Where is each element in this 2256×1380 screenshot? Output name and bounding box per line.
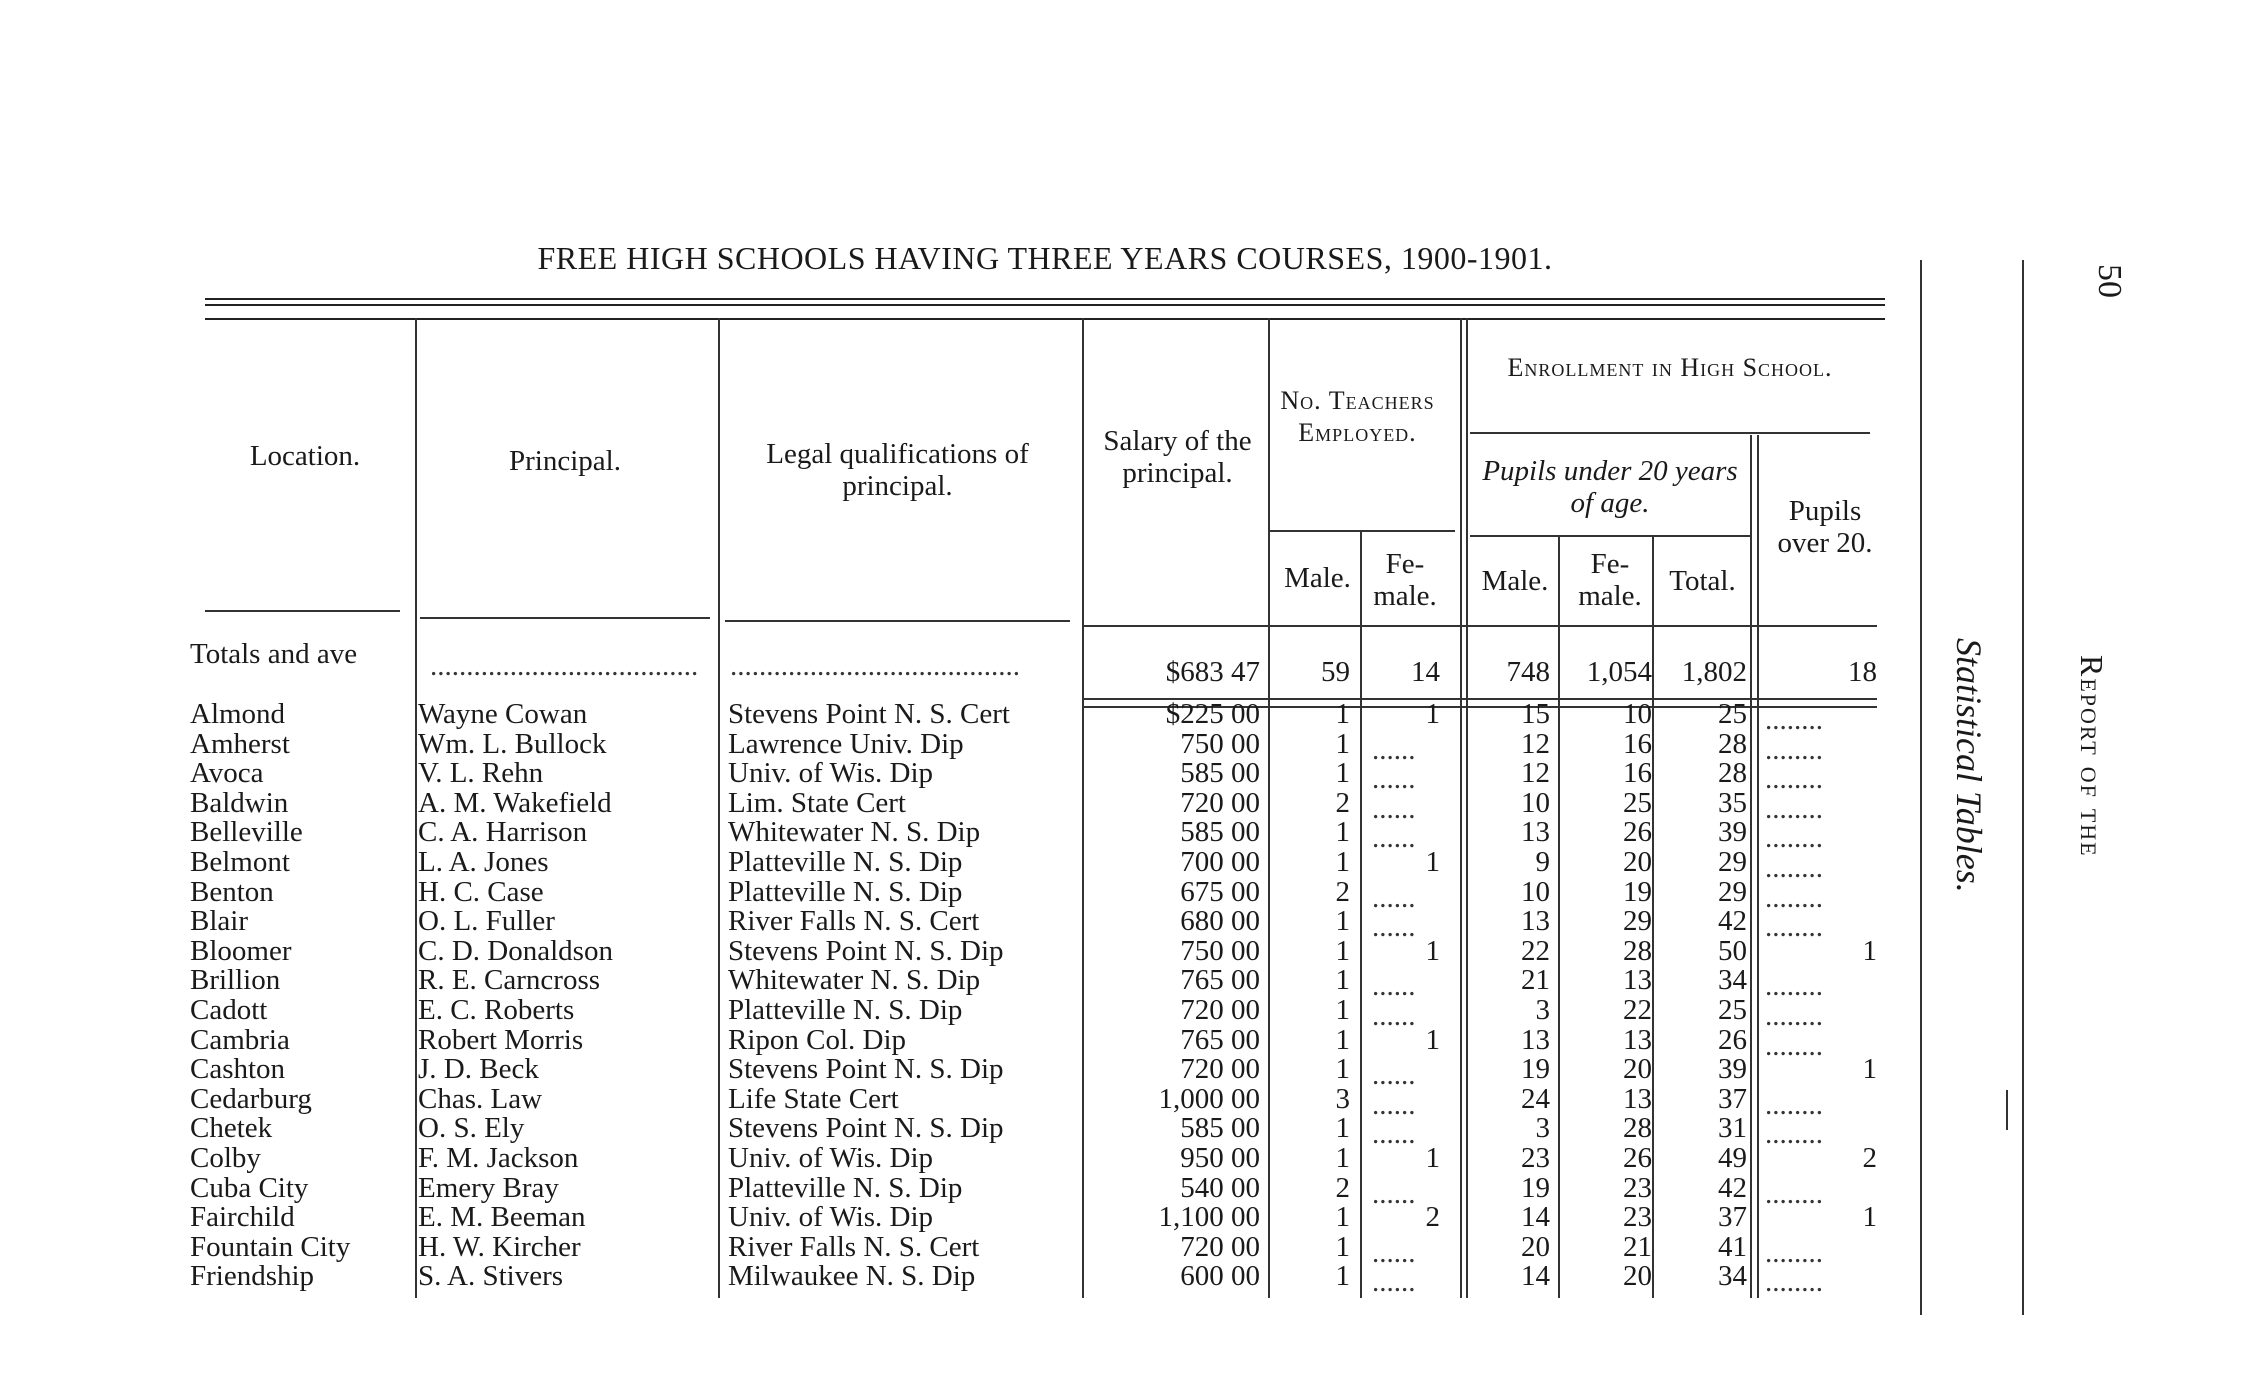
row-teachers-female: 1	[1425, 848, 1440, 877]
row-enroll-female: 13	[1623, 1084, 1652, 1114]
table-row	[0, 1173, 1900, 1209]
row-over20: 1	[1862, 1055, 1877, 1085]
leader-dots: ......	[1372, 972, 1416, 1002]
row-principal: E. C. Roberts	[418, 996, 575, 1025]
row-qualification: Lim. State Cert	[728, 788, 906, 818]
row-teachers-male: 1	[1335, 1055, 1350, 1085]
header-rule	[420, 617, 710, 619]
table-row	[0, 729, 1900, 765]
row-qualification: Stevens Point N. S. Cert	[728, 700, 1010, 729]
row-location: Brillion	[190, 966, 281, 996]
leader-dots: ........	[1765, 765, 1823, 795]
row-principal: V. L. Rehn	[418, 759, 544, 789]
row-qualification: Univ. of Wis. Dip	[728, 1144, 934, 1173]
row-location: Cambria	[190, 1025, 290, 1055]
header-teachers-female: Fe-male.	[1373, 548, 1437, 612]
row-qualification: Univ. of Wis. Dip	[728, 1203, 934, 1233]
header-principal: Principal.	[509, 445, 621, 477]
row-salary: 585 00	[1180, 1114, 1260, 1144]
table-row	[0, 1203, 1900, 1233]
row-enroll-male: 22	[1521, 936, 1550, 966]
row-salary: 765 00	[1180, 1025, 1260, 1055]
row-enroll-total: 37	[1718, 1084, 1747, 1114]
row-qualification: Ripon Col. Dip	[728, 1025, 907, 1055]
leader-dots: ........	[1765, 1238, 1823, 1268]
row-location: Friendship	[190, 1262, 315, 1292]
row-enroll-total: 29	[1718, 848, 1747, 877]
row-enroll-female: 25	[1623, 788, 1652, 818]
row-principal: Wayne Cowan	[418, 700, 588, 729]
header-teachers-group: No. Teachers Employed.	[1280, 386, 1435, 447]
leader-dots: ......	[1372, 765, 1416, 795]
row-enroll-female: 26	[1623, 818, 1652, 848]
leader-dots: ........	[1765, 1268, 1823, 1298]
table-row	[0, 907, 1900, 943]
row-salary: 750 00	[1180, 729, 1260, 759]
table-row	[0, 937, 1900, 967]
totals-enroll-female: 1,054	[1586, 658, 1652, 687]
row-teachers-female: 1	[1425, 936, 1440, 966]
table-row	[0, 996, 1900, 1031]
row-enroll-total: 39	[1718, 1055, 1747, 1085]
leader-dots: ........	[1765, 972, 1823, 1002]
row-teachers-male: 1	[1335, 1025, 1350, 1055]
row-enroll-male: 10	[1521, 788, 1550, 818]
row-enroll-female: 13	[1623, 966, 1652, 996]
header-rule	[1470, 535, 1750, 537]
page-number: 50	[2091, 264, 2128, 298]
table-row	[0, 877, 1900, 913]
row-enroll-total: 37	[1718, 1203, 1747, 1233]
row-qualification: River Falls N. S. Cert	[728, 1232, 980, 1262]
row-enroll-total: 28	[1718, 729, 1747, 759]
row-enroll-female: 16	[1623, 729, 1652, 759]
row-teachers-male: 2	[1335, 1173, 1350, 1203]
row-principal: C. D. Donaldson	[418, 936, 613, 966]
header-enroll-female: Fe-male.	[1578, 548, 1642, 612]
top-rule	[205, 298, 1885, 300]
row-principal: O. S. Ely	[418, 1114, 525, 1144]
row-principal: Emery Bray	[418, 1173, 559, 1203]
row-qualification: Whitewater N. S. Dip	[728, 966, 981, 996]
row-location: Colby	[190, 1144, 261, 1173]
row-teachers-male: 1	[1335, 1262, 1350, 1292]
row-location: Belmont	[190, 848, 290, 877]
row-enroll-female: 21	[1623, 1232, 1652, 1262]
table-row	[0, 1144, 1900, 1174]
row-enroll-male: 19	[1521, 1055, 1550, 1085]
row-salary: 720 00	[1180, 1232, 1260, 1262]
row-principal: F. M. Jackson	[418, 1144, 579, 1173]
leader-dots: ........	[1765, 706, 1823, 735]
row-enroll-female: 20	[1623, 1262, 1652, 1292]
row-principal: Chas. Law	[418, 1084, 543, 1114]
table-row	[0, 848, 1900, 883]
header-teachers-male: Male.	[1284, 562, 1351, 594]
row-enroll-total: 35	[1718, 788, 1747, 818]
row-enroll-total: 25	[1718, 996, 1747, 1025]
row-salary: 600 00	[1180, 1262, 1260, 1292]
row-teachers-male: 1	[1335, 818, 1350, 848]
header-enroll-male: Male.	[1481, 565, 1549, 597]
row-salary: 540 00	[1180, 1173, 1260, 1203]
row-principal: Robert Morris	[418, 1025, 584, 1055]
totals-salary: $683 47	[1165, 658, 1260, 687]
leader-dots: ........	[1765, 1120, 1823, 1150]
table-row	[0, 966, 1900, 1002]
row-salary: 585 00	[1180, 818, 1260, 848]
row-principal: R. E. Carncross	[418, 966, 601, 996]
table-row	[0, 700, 1900, 735]
row-teachers-male: 2	[1335, 877, 1350, 907]
top-rule-2	[205, 304, 1885, 306]
row-location: Cedarburg	[190, 1084, 312, 1114]
row-teachers-male: 1	[1335, 996, 1350, 1025]
row-enroll-total: 39	[1718, 818, 1747, 848]
row-enroll-total: 28	[1718, 759, 1747, 789]
leader-dots: ......	[1372, 824, 1416, 854]
row-enroll-male: 13	[1521, 1025, 1550, 1055]
row-teachers-female: 1	[1425, 700, 1440, 729]
row-enroll-female: 13	[1623, 1025, 1652, 1055]
row-qualification: River Falls N. S. Cert	[728, 907, 980, 937]
row-enroll-total: 41	[1718, 1232, 1747, 1262]
row-location: Fairchild	[190, 1203, 295, 1233]
row-teachers-male: 1	[1335, 1232, 1350, 1262]
row-qualification: Lawrence Univ. Dip	[728, 729, 964, 759]
row-enroll-female: 26	[1623, 1144, 1652, 1173]
totals-enroll-total: 1,802	[1681, 658, 1747, 687]
header-rule	[205, 610, 400, 612]
row-qualification: Platteville N. S. Dip	[728, 1173, 963, 1203]
row-enroll-male: 12	[1521, 729, 1550, 759]
row-principal: A. M. Wakefield	[418, 788, 612, 818]
margin-mark	[2006, 1090, 2008, 1130]
totals-teachers-female: 14	[1411, 658, 1440, 687]
row-qualification: Whitewater N. S. Dip	[728, 818, 981, 848]
table-row	[0, 1084, 1900, 1120]
row-location: Cuba City	[190, 1173, 309, 1203]
row-principal: E. M. Beeman	[418, 1203, 586, 1233]
row-enroll-male: 9	[1535, 848, 1550, 877]
leader-dots: ........	[1765, 1090, 1823, 1120]
leader-dots: ......	[1372, 1002, 1416, 1031]
row-qualification: Platteville N. S. Dip	[728, 877, 963, 907]
row-enroll-total: 34	[1718, 1262, 1747, 1292]
row-enroll-female: 10	[1623, 700, 1652, 729]
table-row	[0, 1262, 1900, 1298]
row-principal: H. C. Case	[418, 877, 544, 907]
row-qualification: Life State Cert	[728, 1084, 899, 1114]
row-enroll-total: 50	[1718, 936, 1747, 966]
leader-dots: ......	[1372, 735, 1416, 765]
row-enroll-total: 26	[1718, 1025, 1747, 1055]
row-location: Chetek	[190, 1114, 273, 1144]
leader-dots: ......	[1372, 1120, 1416, 1150]
outer-border	[2022, 260, 2024, 1315]
row-teachers-male: 1	[1335, 1203, 1350, 1233]
row-salary: 700 00	[1180, 848, 1260, 877]
row-location: Almond	[190, 700, 286, 729]
table-row	[0, 818, 1900, 854]
header-enrollment-group: Enrollment in High School.	[1507, 353, 1833, 382]
row-enroll-total: 29	[1718, 877, 1747, 907]
row-location: Belleville	[190, 818, 303, 848]
row-enroll-male: 21	[1521, 966, 1550, 996]
row-location: Benton	[190, 877, 274, 907]
header-rule	[1470, 432, 1870, 434]
row-location: Amherst	[190, 729, 290, 759]
row-location: Cadott	[190, 996, 268, 1025]
header-salary: Salary of the principal.	[1103, 425, 1252, 489]
row-enroll-total: 34	[1718, 966, 1747, 996]
header-location: Location.	[249, 440, 361, 472]
row-principal: C. A. Harrison	[418, 818, 588, 848]
row-location: Bloomer	[190, 936, 292, 966]
leader-dots: ......	[1372, 913, 1416, 943]
row-enroll-female: 19	[1623, 877, 1652, 907]
row-teachers-male: 3	[1335, 1084, 1350, 1114]
totals-over20: 18	[1848, 658, 1877, 687]
row-location: Baldwin	[190, 788, 289, 818]
row-salary: 720 00	[1180, 1055, 1260, 1085]
row-principal: L. A. Jones	[418, 848, 549, 877]
leader-dots: ........................................	[730, 652, 1020, 681]
row-principal: S. A. Stivers	[418, 1262, 564, 1292]
row-enroll-total: 42	[1718, 1173, 1747, 1203]
table-row	[0, 788, 1900, 824]
row-enroll-female: 16	[1623, 759, 1652, 789]
row-salary: 1,100 00	[1158, 1203, 1260, 1233]
row-enroll-female: 28	[1623, 936, 1652, 966]
row-enroll-female: 29	[1623, 907, 1652, 937]
row-enroll-female: 20	[1623, 1055, 1652, 1085]
row-teachers-male: 1	[1335, 700, 1350, 729]
row-salary: 680 00	[1180, 907, 1260, 937]
leader-dots: ......	[1372, 794, 1416, 824]
row-teachers-male: 1	[1335, 759, 1350, 789]
row-teachers-male: 2	[1335, 788, 1350, 818]
row-location: Cashton	[190, 1055, 286, 1085]
row-teachers-female: 1	[1425, 1025, 1440, 1055]
row-enroll-female: 23	[1623, 1203, 1652, 1233]
row-qualification: Univ. of Wis. Dip	[728, 759, 934, 789]
row-enroll-total: 31	[1718, 1114, 1747, 1144]
row-teachers-male: 1	[1335, 1144, 1350, 1173]
running-header: Report of the	[2074, 655, 2110, 858]
row-enroll-female: 28	[1623, 1114, 1652, 1144]
row-qualification: Milwaukee N. S. Dip	[728, 1262, 976, 1292]
row-location: Fountain City	[190, 1232, 351, 1262]
totals-label: Totals and ave	[190, 640, 358, 669]
row-teachers-male: 1	[1335, 966, 1350, 996]
row-enroll-male: 23	[1521, 1144, 1550, 1173]
row-enroll-male: 13	[1521, 907, 1550, 937]
leader-dots: ........	[1765, 1179, 1823, 1209]
row-enroll-male: 14	[1521, 1262, 1550, 1292]
row-qualification: Platteville N. S. Dip	[728, 996, 963, 1025]
row-salary: 720 00	[1180, 996, 1260, 1025]
row-salary: 585 00	[1180, 759, 1260, 789]
row-enroll-male: 14	[1521, 1203, 1550, 1233]
leader-dots: .....................................	[430, 652, 699, 681]
row-qualification: Stevens Point N. S. Dip	[728, 936, 1004, 966]
table-row	[0, 1055, 1900, 1091]
row-principal: H. W. Kircher	[418, 1232, 581, 1262]
totals-row	[0, 640, 1900, 687]
leader-dots: ......	[1372, 883, 1416, 913]
row-enroll-total: 25	[1718, 700, 1747, 729]
header-rule	[1270, 530, 1455, 532]
row-enroll-male: 10	[1521, 877, 1550, 907]
totals-enroll-male: 748	[1506, 658, 1550, 687]
row-qualification: Stevens Point N. S. Dip	[728, 1055, 1004, 1085]
table-title: FREE HIGH SCHOOLS HAVING THREE YEARS COURSES, 1900-1901.	[537, 240, 1553, 276]
leader-dots: ......	[1372, 1061, 1416, 1091]
row-salary: 950 00	[1180, 1144, 1260, 1173]
leader-dots: ......	[1372, 1268, 1416, 1298]
row-salary: 750 00	[1180, 936, 1260, 966]
row-location: Blair	[190, 907, 248, 937]
row-enroll-male: 15	[1521, 700, 1550, 729]
leader-dots: ........	[1765, 883, 1823, 913]
leader-dots: ........	[1765, 794, 1823, 824]
totals-teachers-male: 59	[1321, 658, 1350, 687]
row-enroll-total: 42	[1718, 907, 1747, 937]
outer-border	[1920, 260, 1922, 1315]
header-enroll-total: Total.	[1669, 565, 1736, 597]
leader-dots: ........	[1765, 913, 1823, 943]
row-principal: O. L. Fuller	[418, 907, 555, 937]
row-enroll-male: 24	[1521, 1084, 1550, 1114]
leader-dots: ......	[1372, 1090, 1416, 1120]
row-salary: 765 00	[1180, 966, 1260, 996]
row-principal: J. D. Beck	[418, 1055, 539, 1085]
row-salary: $225 00	[1165, 700, 1260, 729]
row-principal: Wm. L. Bullock	[418, 729, 607, 759]
row-over20: 2	[1862, 1144, 1877, 1173]
header-rule	[725, 620, 1070, 622]
row-teachers-male: 1	[1335, 848, 1350, 877]
table-row	[0, 759, 1900, 795]
row-enroll-male: 20	[1521, 1232, 1550, 1262]
row-enroll-female: 23	[1623, 1173, 1652, 1203]
row-over20: 1	[1862, 1203, 1877, 1233]
leader-dots: ........	[1765, 1002, 1823, 1031]
row-teachers-male: 1	[1335, 936, 1350, 966]
leader-dots: ........	[1765, 1031, 1823, 1061]
row-salary: 1,000 00	[1158, 1084, 1260, 1114]
row-salary: 675 00	[1180, 877, 1260, 907]
row-enroll-total: 49	[1718, 1144, 1747, 1173]
row-qualification: Stevens Point N. S. Dip	[728, 1114, 1004, 1144]
leader-dots: ......	[1372, 1238, 1416, 1268]
running-subheader: Statistical Tables.	[1949, 638, 1989, 893]
header-rule	[1082, 625, 1877, 627]
row-teachers-male: 1	[1335, 1114, 1350, 1144]
row-enroll-male: 12	[1521, 759, 1550, 789]
header-qualifications: Legal qualifications of principal.	[766, 438, 1029, 502]
header-under20-group: Pupils under 20 years of age.	[1482, 455, 1738, 519]
row-teachers-female: 2	[1425, 1203, 1440, 1233]
row-teachers-male: 1	[1335, 729, 1350, 759]
top-rule-3	[205, 318, 1885, 320]
row-teachers-female: 1	[1425, 1144, 1440, 1173]
row-enroll-male: 19	[1521, 1173, 1550, 1203]
row-enroll-female: 20	[1623, 848, 1652, 877]
row-teachers-male: 1	[1335, 907, 1350, 937]
leader-dots: ........	[1765, 854, 1823, 883]
row-location: Avoca	[190, 759, 264, 789]
row-qualification: Platteville N. S. Dip	[728, 848, 963, 877]
leader-dots: ......	[1372, 1179, 1416, 1209]
leader-dots: ........	[1765, 824, 1823, 854]
row-enroll-female: 22	[1623, 996, 1652, 1025]
row-enroll-male: 3	[1535, 996, 1550, 1025]
row-enroll-male: 3	[1535, 1114, 1550, 1144]
row-salary: 720 00	[1180, 788, 1260, 818]
row-over20: 1	[1862, 936, 1877, 966]
table-row	[0, 1232, 1900, 1268]
header-over20: Pupils over 20.	[1777, 495, 1873, 559]
leader-dots: ........	[1765, 735, 1823, 765]
table-row	[0, 1025, 1900, 1061]
table-row	[0, 1114, 1900, 1150]
row-enroll-male: 13	[1521, 818, 1550, 848]
